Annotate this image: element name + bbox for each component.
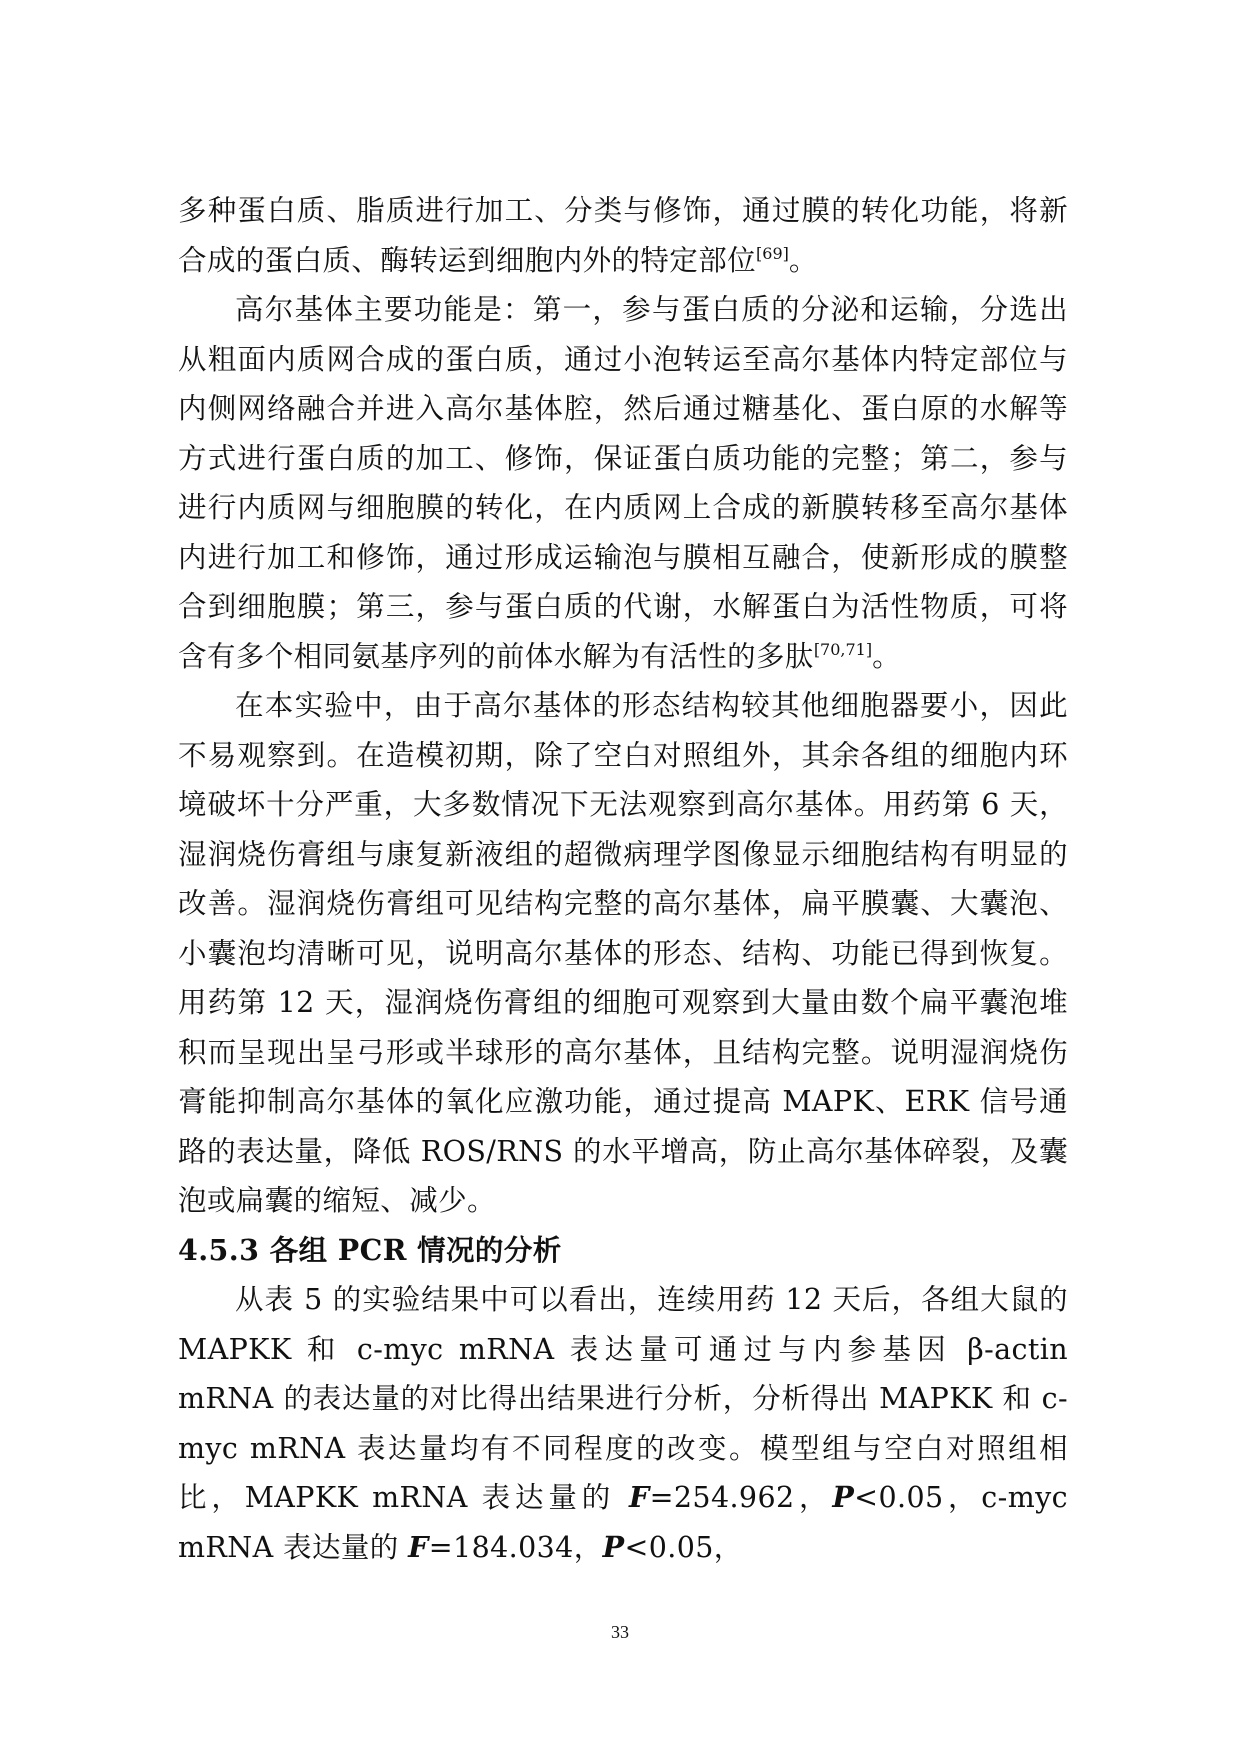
- paragraph-text: 高尔基体主要功能是：第一，参与蛋白质的分泌和运输，分选出从粗面内质网合成的蛋白质，通过小泡转运至高尔基体内特定部位与内侧网络融合并进入高尔基体腔，然后通过糖基化、蛋白原的水解等方式进行蛋白质的加工、修饰，保证蛋白质功能的完整；第二，参与进行内质网与细胞膜的转化，在内质网上合成的新膜转移至高尔基体内进行加工和修饰，通过形成运输泡与膜相互融合，使新形成的膜整合到细胞膜；第三，参与蛋白质的代谢，水解蛋白为活性物质，可将含有多个相同氨基序列的前体水解为有活性的多肽: [178, 293, 1068, 673]
- paragraph-pcr-analysis: [178, 1275, 1068, 1572]
- pcr-text-part1: 从表 5 的实验结果中可以看出，连续用药 12 天后，各组大鼠的 MAPKK 和 c-myc mRNA 表达量可通过与内参基因 β-actin mRNA 的表达量的对比得出结果进行分析，分析得出 MAPKK 和 c-myc mRNA 表达量均有不同程度的改变。模型组与空白对照组相比，MAPKK mRNA 表达量的: [178, 1283, 1068, 1514]
- section-title: 各组 PCR 情况的分析: [269, 1232, 562, 1267]
- f-statistic-value: =184.034，: [428, 1530, 603, 1564]
- p-value-label: P: [832, 1480, 855, 1514]
- paragraph-text: 在本实验中，由于高尔基体的形态结构较其他细胞器要小，因此不易观察到。在造模初期，除了空白对照组外，其余各组的细胞内环境破坏十分严重，大多数情况下无法观察到高尔基体。用药第 6 天，湿润烧伤膏组与康复新液组的超微病理学图像显示细胞结构有明显的改善。湿润烧伤膏组可见结构完整的高尔基体，扁平膜囊、大囊泡、小囊泡均清晰可见，说明高尔基体的形态、结构、功能已得到恢复。用药第 12 天，湿润烧伤膏组的细胞可观察到大量由数个扁平囊泡堆积而呈现出呈弓形或半球形的高尔基体，且结构完整。说明湿润烧伤膏能抑制高尔基体的氧化应激功能，通过提高 MAPK、ERK 信号通路的表达量，降低 ROS/RNS 的水平增高，防止高尔基体碎裂，及囊泡或扁囊的缩短、减少。: [178, 689, 1068, 1217]
- paragraph-experiment-observation: [178, 681, 1068, 1226]
- p-value-text: <0.05，c-myc mRNA 表达量的: [178, 1481, 1068, 1564]
- paragraph-golgi-intro-cont: [178, 186, 1068, 285]
- f-statistic-label: F: [628, 1480, 650, 1514]
- f-statistic-value: =254.962，: [649, 1481, 833, 1514]
- paragraph-golgi-functions: [178, 285, 1068, 681]
- citation-70-71: [70,71]: [813, 639, 873, 659]
- f-statistic-label: F: [408, 1529, 429, 1564]
- section-number: 4.5.3: [178, 1232, 260, 1267]
- paragraph-tail: 。: [872, 639, 902, 673]
- p-value-label: P: [602, 1529, 625, 1564]
- body-text: [178, 186, 1068, 1572]
- citation-69: [69]: [756, 243, 789, 263]
- page-number: 33: [611, 1622, 629, 1642]
- paragraph-text: 多种蛋白质、脂质进行加工、分类与修饰，通过膜的转化功能，将新合成的蛋白质、酶转运到细胞内外的特定部位: [178, 194, 1068, 277]
- paragraph-tail: 。: [788, 243, 818, 277]
- section-heading: [178, 1226, 1068, 1276]
- p-value-text: <0.05，: [624, 1530, 743, 1564]
